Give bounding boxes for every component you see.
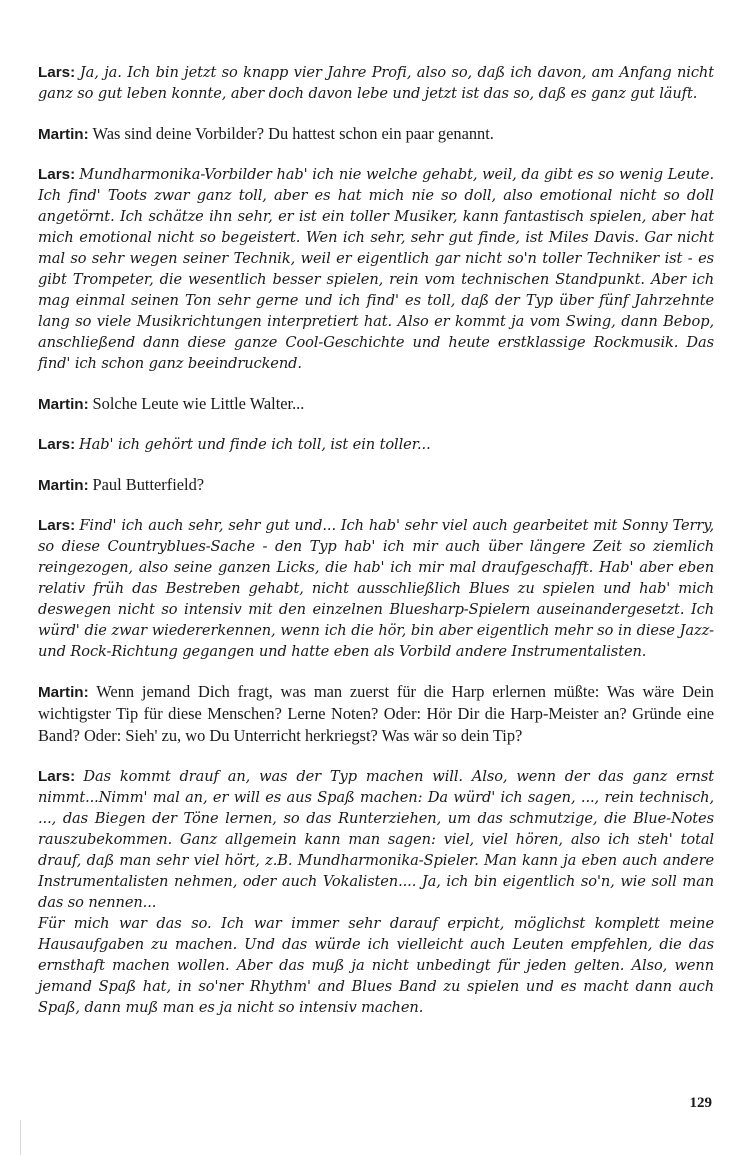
question-text: Paul Butterfield? bbox=[92, 475, 205, 494]
speaker-label: Martin: bbox=[38, 396, 89, 413]
speaker-label: Martin: bbox=[38, 126, 89, 143]
speaker-label: Lars: bbox=[38, 436, 76, 453]
speaker-label: Lars: bbox=[38, 64, 76, 81]
answer-text: Ja, ja. Ich bin jetzt so knapp vier Jahre Profi, also so, daß ich davon, am Anfang nicht ganz so gut leben konnte, aber doch davon lebe und jetzt ist das so, daß es ganz gut läuft. bbox=[38, 64, 714, 102]
answer-text: Find' ich auch sehr, sehr gut und... Ich hab' sehr viel auch gearbeitet mit Sonny Terry, so diese Countryblues-Sache - den Typ hab' ich mir auch über längere Zeit so ziemlich reingezogen, also seine ganzen Licks, die hab' ich mir mal draufgeschafft. Hab' aber eben relativ früh das Bestreben gehabt, nicht ausschließlich Blues zu spielen und hab' mich deswegen nicht so intensiv mit den einzelnen Bluesharp-Spielern auseinandergesetzt. Ich würd' die zwar wiedererkennen, wenn ich die hör, bin aber eigentlich mehr so in diese Jazz- und Rock-Richtung gegangen und hatte eben als Vorbild andere Instrumentalisten. bbox=[38, 517, 714, 660]
question-text: Solche Leute wie Little Walter... bbox=[92, 394, 305, 413]
speaker-label: Lars: bbox=[38, 768, 76, 785]
answer-text: Das kommt drauf an, was der Typ machen will. Also, wenn der das ganz ernst nimmt...Nimm' mal an, er will es aus Spaß machen: Da würd' ich sagen, ..., rein technisch, ..., das Biegen der Töne lernen, so das Runterziehen, um das schmutzige, die Blue-Notes rauszubekommen. Ganz allgemein kann man sagen: viel, viel hören, also ich steh' total drauf, daß man sehr viel hört, z.B. Mundharmonika-Spieler. Man kann ja eben auch andere Instrumentalisten nehmen, oder auch Vokalisten.... Ja, ich bin eigentlich so'n, wie soll man das so nennen... bbox=[38, 768, 715, 911]
speaker-label: Martin: bbox=[38, 684, 89, 701]
paragraph-lars-5 bbox=[38, 766, 714, 1018]
speaker-label: Martin: bbox=[38, 477, 89, 494]
paragraph-lars-2 bbox=[38, 164, 714, 374]
question-text: Was sind deine Vorbilder? Du hattest schon ein paar genannt. bbox=[92, 124, 494, 143]
answer-text: Hab' ich gehört und finde ich toll, ist ein toller... bbox=[79, 436, 431, 453]
speaker-label: Lars: bbox=[38, 166, 76, 183]
page-number: 129 bbox=[689, 1095, 712, 1111]
paragraph-martin-3 bbox=[38, 474, 714, 496]
paragraph-martin-2 bbox=[38, 393, 714, 415]
interview-page bbox=[38, 62, 714, 1037]
scan-edge-mark bbox=[20, 1120, 21, 1155]
answer-text: Mundharmonika-Vorbilder hab' ich nie welche gehabt, weil, da gibt es so wenig Leute. Ich find' Toots zwar ganz toll, aber es hat mich nie so doll, also emotional nicht so doll angetörnt. Ich schätze ihn sehr, er ist ein toller Musiker, kann fantastisch spielen, aber hat mich emotional nicht so begeistert. Wen ich sehr, sehr gut finde, ist Miles Davis. Gar nicht mal so sehr wegen seiner Technik, weil er eigentlich gar nicht so'n toller Techniker ist - es gibt Trompeter, die wesentlich besser spielen, rein vom technischen Standpunkt. Aber ich mag einmal seinen Ton sehr gerne und ich find' es toll, daß der Typ über fünf Jahrzehnte lang so viele Musikrichtungen interpretiert hat. Also er kommt ja vom Swing, dann Bebop, anschließend dann diese ganze Cool-Geschichte und heute erstklassige Rockmusik. Das find' ich schon ganz beeindruckend. bbox=[38, 166, 714, 372]
paragraph-lars-1 bbox=[38, 62, 714, 104]
answer-continuation: Für mich war das so. Ich war immer sehr darauf erpicht, möglichst komplett meine Hausaufgaben zu machen. Und das würde ich vielleicht auch Leuten empfehlen, die das ernsthaft machen wollen. Aber das muß ja nicht unbedingt für jeden gelten. Also, wenn jemand Spaß hat, in so'ner Rhythm' and Blues Band zu spielen und es macht dann auch Spaß, dann muß man es ja nicht so intensiv machen. bbox=[38, 915, 714, 1016]
paragraph-martin-4 bbox=[38, 681, 714, 747]
paragraph-lars-4 bbox=[38, 515, 714, 662]
question-text: Wenn jemand Dich fragt, was man zuerst für die Harp erlernen müßte: Was wäre Dein wichtigster Tip für diese Menschen? Lerne Noten? Oder: Hör Dir die Harp-Meister an? Gründe eine Band? Oder: Sieh' zu, wo Du Unterricht herkriegst? Was wär so dein Tip? bbox=[38, 682, 714, 745]
paragraph-martin-1 bbox=[38, 123, 714, 145]
speaker-label: Lars: bbox=[38, 517, 76, 534]
paragraph-lars-3 bbox=[38, 434, 714, 455]
